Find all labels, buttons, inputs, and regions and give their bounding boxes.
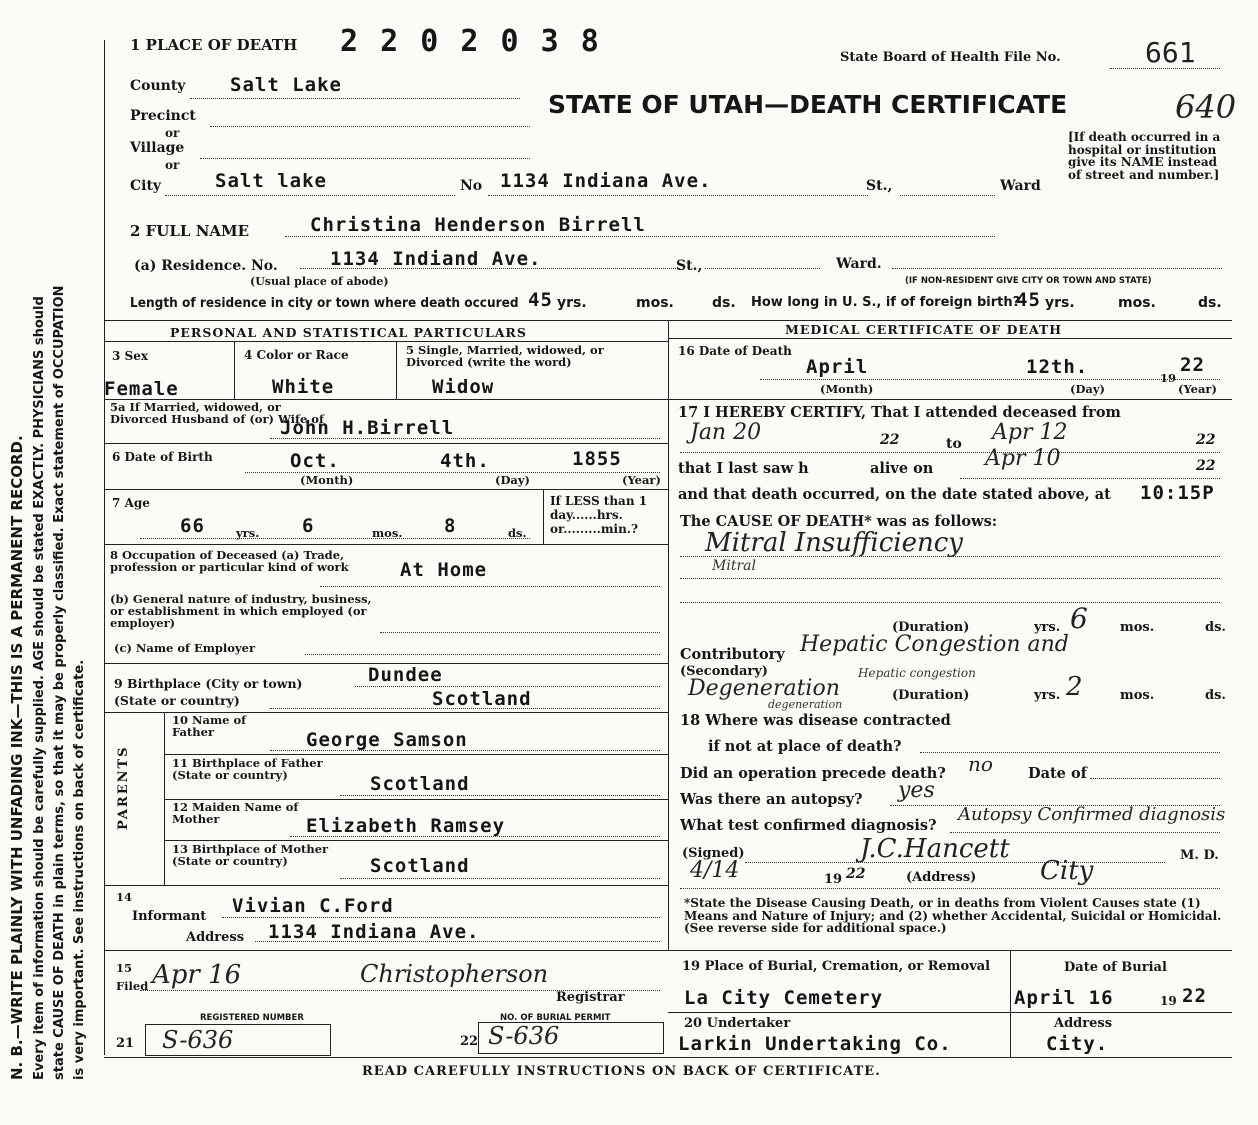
- contrib-ds-caption: ds.: [1205, 688, 1226, 703]
- residence-st-label: St.,: [676, 258, 703, 274]
- document-number: 2 2 0 2 0 3 8: [340, 24, 601, 59]
- father-birthplace: Scotland: [370, 773, 470, 795]
- death-day: 12th.: [1026, 356, 1089, 378]
- dob-month: Oct.: [290, 450, 340, 472]
- signed-year: 22: [846, 866, 866, 882]
- sex-value: Female: [104, 378, 179, 400]
- residence-ward-label: Ward.: [836, 256, 882, 272]
- alive-label: alive on: [870, 460, 934, 477]
- where-contracted-label-2: if not at place of death?: [708, 738, 902, 755]
- foreign-mos-label: mos.: [1118, 295, 1156, 311]
- date-of-death-label: 16 Date of Death: [678, 344, 792, 358]
- cause-duration-value: 6: [1070, 602, 1088, 635]
- foreign-birth-label: How long in U. S., if of foreign birth?: [751, 295, 1021, 310]
- left-border: [104, 40, 105, 1055]
- burial-date: April 16: [1014, 987, 1114, 1009]
- file-no: 661: [1145, 36, 1196, 69]
- last-seen-year: 22: [1196, 458, 1216, 474]
- cause-footnote: *State the Disease Causing Death, or in deaths from Violent Causes state (1) Means and Nature of Injury; and (2) whether Accidental, Suicidal or Homicidal. (See reverse side for additional space.): [684, 896, 1222, 935]
- last-saw-label: that I last saw h: [678, 460, 809, 477]
- test-confirmed-label: What test confirmed diagnosis?: [680, 817, 937, 834]
- dob-year: 1855: [572, 448, 622, 470]
- test-confirmed-value: Autopsy Confirmed diagnosis: [958, 804, 1226, 825]
- registered-number-prefix: 21: [116, 1036, 135, 1051]
- occupation-b-label: (b) General nature of industry, business, or establishment in which employed (or employer): [110, 592, 372, 630]
- signed-address: City: [1040, 856, 1094, 886]
- residence-label: (a) Residence. No.: [134, 258, 278, 274]
- burial-place: La City Cemetery: [684, 987, 884, 1009]
- column-divider: [668, 320, 669, 950]
- city-label: City: [130, 178, 162, 194]
- burial-century: 19: [1160, 994, 1177, 1008]
- residence-value: 1134 Indiand Ave.: [330, 248, 542, 270]
- full-name-value: Christina Henderson Birrell: [310, 214, 646, 236]
- color-value: White: [272, 376, 335, 398]
- instructions-sidebar: [8, 0, 92, 1080]
- ward-label: Ward: [1000, 178, 1041, 194]
- medical-header: MEDICAL CERTIFICATE OF DEATH: [785, 322, 1063, 337]
- dob-month-caption: (Month): [300, 473, 354, 487]
- contrib-mos-caption: mos.: [1120, 688, 1155, 703]
- mother-birthplace-label: 13 Birthplace of Mother (State or country): [172, 842, 329, 868]
- md-label: M. D.: [1180, 848, 1219, 863]
- st-label: St.,: [866, 178, 893, 194]
- date-of-label: Date of: [1028, 765, 1087, 782]
- village-label: Village: [130, 140, 185, 156]
- registered-number-label: REGISTERED NUMBER: [200, 1013, 304, 1023]
- undertaker-label: 20 Undertaker: [684, 1016, 791, 1031]
- foreign-yrs-label: yrs.: [1045, 295, 1075, 311]
- age-yrs-caption: yrs.: [236, 526, 260, 540]
- county-value: Salt Lake: [230, 74, 342, 96]
- physician-signature: J.C.Hancett: [860, 834, 1010, 864]
- cause-ds-caption: ds.: [1205, 620, 1226, 635]
- age-years: 66: [180, 515, 205, 537]
- cause-of-death: Mitral Insufficiency: [705, 528, 963, 558]
- contributory-label: Contributory: [680, 646, 785, 663]
- autopsy-label: Was there an autopsy?: [680, 791, 863, 808]
- dob-day: 4th.: [440, 450, 490, 472]
- burial-place-label: 19 Place of Burial, Cremation, or Removal: [682, 959, 991, 974]
- street-no-label: No: [460, 178, 483, 194]
- death-time: 10:15P: [1140, 482, 1215, 504]
- signed-date: 4/14: [690, 858, 740, 883]
- contrib-yrs-caption: yrs.: [1034, 688, 1061, 703]
- sidebar-line-4: is very important. See instructions on back of certificate.: [72, 659, 87, 1080]
- marital-value: Widow: [432, 376, 495, 398]
- dob-year-caption: (Year): [622, 473, 661, 487]
- length-yrs-label: yrs.: [557, 295, 587, 311]
- parents-label: PARENTS: [116, 745, 131, 830]
- burial-permit-prefix: 22: [460, 1034, 479, 1049]
- where-contracted-label: 18 Where was disease contracted: [680, 712, 951, 729]
- county-label: County: [130, 78, 186, 94]
- spouse-label: 5a If Married, widowed, or Divorced Husband of (or) Wife of: [110, 400, 324, 426]
- sidebar-line-2: Every item of information should be carefully supplied. AGE should be stated EXACTLY. PHYSICIANS should: [32, 296, 47, 1080]
- usual-place-label: (Usual place of abode): [250, 275, 389, 288]
- to-label: to: [946, 436, 962, 452]
- registrar-signature: Christopherson: [360, 960, 549, 988]
- filed-label: Filed: [116, 979, 149, 993]
- contrib-duration-value: 2: [1066, 672, 1083, 702]
- father-value: George Samson: [306, 729, 468, 751]
- hospital-note: [If death occurred in a hospital or institution give its NAME instead of street and number.]: [1068, 130, 1221, 182]
- contrib-duration-label: (Duration): [892, 688, 970, 703]
- last-seen-date: Apr 10: [985, 446, 1061, 471]
- death-year: 22: [1180, 354, 1205, 376]
- file-no-label: State Board of Health File No.: [840, 50, 1061, 65]
- street-value: 1134 Indiana Ave.: [500, 170, 712, 192]
- attended-to: Apr 12: [992, 420, 1068, 445]
- cause-of-death-sub: Mitral: [712, 558, 756, 574]
- dob-label: 6 Date of Birth: [112, 450, 213, 464]
- informant-address-label: Address: [186, 930, 245, 945]
- attended-year1: 22: [880, 432, 900, 448]
- informant-address: 1134 Indiana Ave.: [268, 921, 480, 943]
- filed-number: 15: [116, 961, 133, 975]
- certificate-title: STATE OF UTAH—DEATH CERTIFICATE: [548, 90, 1068, 119]
- contributory-sub: Hepatic congestion: [858, 666, 976, 680]
- burial-permit-number: S-636: [488, 1022, 560, 1050]
- personal-header: PERSONAL AND STATISTICAL PARTICULARS: [170, 325, 527, 340]
- sidebar-line-1: N. B.—WRITE PLAINLY WITH UNFADING INK—THIS IS A PERMANENT RECORD.: [8, 435, 26, 1080]
- informant-label: Informant: [132, 909, 207, 924]
- place-of-death-label: 1 PLACE OF DEATH: [130, 36, 298, 54]
- age-label: 7 Age: [112, 496, 150, 510]
- occupation-label: 8 Occupation of Deceased (a) Trade, profession or particular kind of work: [110, 548, 349, 574]
- burial-permit-label: NO. OF BURIAL PERMIT: [500, 1013, 611, 1023]
- birthplace-state: Scotland: [432, 688, 532, 710]
- dob-day-caption: (Day): [495, 473, 530, 487]
- contributory-value: Hepatic Congestion and: [800, 632, 1069, 657]
- age-ds-caption: ds.: [508, 526, 527, 540]
- bottom-instructions: READ CAREFULLY INSTRUCTIONS ON BACK OF CERTIFICATE.: [362, 1064, 881, 1079]
- death-century: 19: [1160, 371, 1177, 385]
- informant-number: 14: [116, 890, 133, 904]
- birthplace-city: Dundee: [368, 664, 443, 686]
- death-day-caption: (Day): [1070, 382, 1105, 396]
- cause-mos-caption: mos.: [1120, 620, 1155, 635]
- mother-value: Elizabeth Ramsey: [306, 815, 506, 837]
- registrar-label: Registrar: [556, 990, 625, 1005]
- employer-label: (c) Name of Employer: [114, 641, 256, 655]
- color-label: 4 Color or Race: [244, 348, 349, 362]
- age-days: 8: [444, 515, 457, 537]
- burial-date-label: Date of Burial: [1064, 960, 1167, 975]
- burial-year: 22: [1182, 985, 1207, 1007]
- cause-label: The CAUSE OF DEATH* was as follows:: [680, 513, 998, 530]
- attended-from: Jan 20: [690, 420, 762, 445]
- death-month-caption: (Month): [820, 382, 874, 396]
- death-month: April: [806, 356, 869, 378]
- nonresident-note: (IF NON-RESIDENT GIVE CITY OR TOWN AND STATE): [905, 276, 1152, 286]
- death-year-caption: (Year): [1178, 382, 1217, 396]
- undertaker-value: Larkin Undertaking Co.: [678, 1033, 952, 1055]
- father-label: 10 Name of Father: [172, 713, 247, 739]
- city-value: Salt lake: [215, 170, 327, 192]
- title-number: 640: [1175, 88, 1237, 126]
- sex-label: 3 Sex: [112, 349, 148, 363]
- informant-value: Vivian C.Ford: [232, 895, 394, 917]
- signed-century: 19: [824, 872, 843, 887]
- full-name-label: 2 FULL NAME: [130, 222, 250, 240]
- signed-label: (Signed): [682, 846, 745, 861]
- length-residence-value: 45: [528, 289, 553, 311]
- less-than-day-label: If LESS than 1 day......hrs. or.........min.?: [550, 494, 648, 536]
- signed-address-label: (Address): [906, 870, 977, 885]
- occupation-value: At Home: [400, 559, 488, 581]
- cause-yrs-caption: yrs.: [1034, 620, 1061, 635]
- operation-value: no: [968, 752, 993, 776]
- or-label-2: or: [165, 158, 180, 172]
- marital-label: 5 Single, Married, widowed, or Divorced (write the word): [406, 343, 604, 369]
- undertaker-address: City.: [1046, 1033, 1109, 1055]
- length-ds-label: ds.: [712, 295, 736, 311]
- undertaker-address-label: Address: [1054, 1016, 1113, 1031]
- father-birthplace-label: 11 Birthplace of Father (State or country): [172, 756, 323, 782]
- autopsy-value: yes: [898, 778, 935, 803]
- contributory-sub-2: degeneration: [768, 698, 843, 711]
- mother-birthplace: Scotland: [370, 855, 470, 877]
- birthplace-state-label: (State or country): [114, 693, 240, 708]
- contributory-value-2: Degeneration: [688, 676, 840, 701]
- filed-date: Apr 16: [152, 960, 242, 990]
- spouse-value: John H.Birrell: [280, 417, 455, 439]
- or-label-1: or: [165, 126, 180, 140]
- operation-label: Did an operation precede death?: [680, 765, 946, 782]
- cause-duration-label: (Duration): [892, 620, 970, 635]
- death-occurred-label: and that death occurred, on the date stated above, at: [678, 486, 1111, 503]
- age-mos-caption: mos.: [372, 526, 403, 540]
- secondary-label: (Secondary): [680, 664, 768, 679]
- certify-label: 17 I HEREBY CERTIFY, That I attended deceased from: [678, 404, 1121, 421]
- mother-label: 12 Maiden Name of Mother: [172, 800, 299, 826]
- precinct-label: Precinct: [130, 108, 196, 124]
- attended-year2: 22: [1196, 432, 1216, 448]
- length-mos-label: mos.: [636, 295, 674, 311]
- length-residence-label: Length of residence in city or town where death occured: [130, 295, 519, 311]
- bottom-border: [104, 1057, 1232, 1058]
- birthplace-label: 9 Birthplace (City or town): [114, 676, 303, 691]
- foreign-birth-value: 45: [1016, 289, 1041, 311]
- sidebar-line-3: state CAUSE OF DEATH in plain terms, so that it may be properly classified. Exact statement of OCCUPATION: [52, 285, 67, 1080]
- registered-number: S-636: [162, 1026, 234, 1054]
- foreign-ds-label: ds.: [1198, 295, 1222, 311]
- age-months: 6: [302, 515, 315, 537]
